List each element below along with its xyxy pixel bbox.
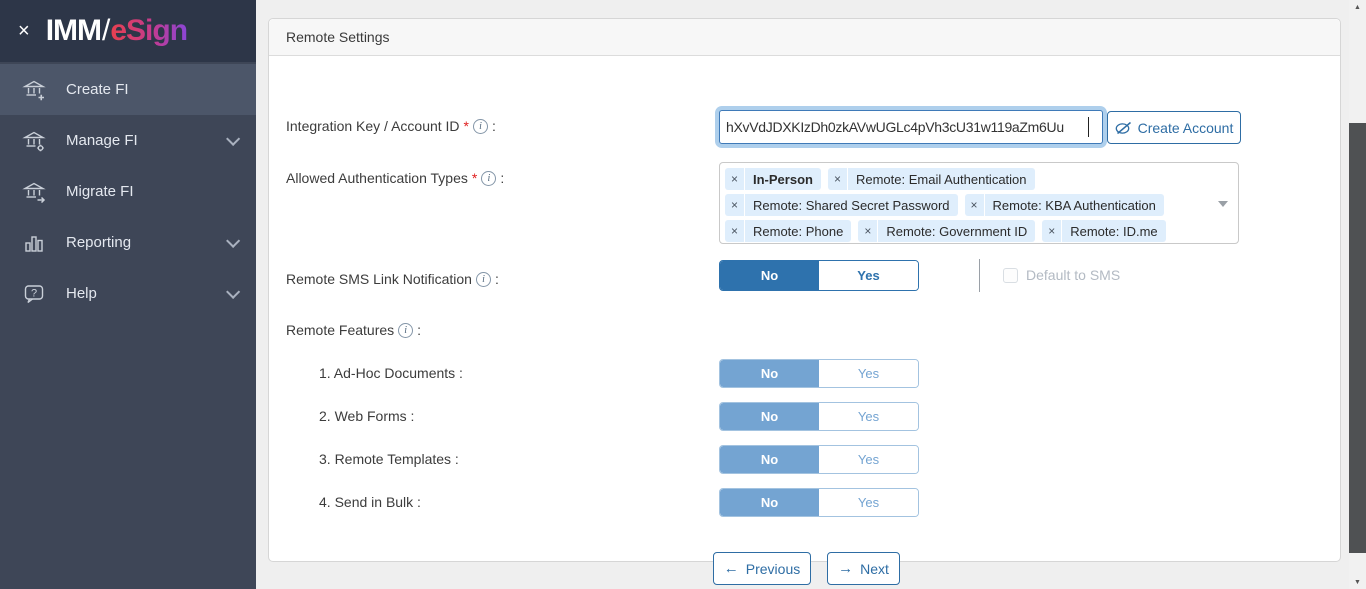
vertical-divider bbox=[979, 259, 980, 292]
remote-features-label: Remote Features i : bbox=[286, 322, 422, 338]
sidebar-item-label: Migrate FI bbox=[66, 183, 134, 200]
sidebar-item-help[interactable] bbox=[0, 268, 256, 319]
default-to-sms-checkbox bbox=[1003, 268, 1018, 283]
toggle-yes-button: Yes bbox=[819, 403, 918, 430]
toggle-yes-button: Yes bbox=[819, 360, 918, 387]
toggle-no-button: No bbox=[720, 446, 819, 473]
app-logo: IMM/eSign bbox=[45, 14, 188, 47]
feature-bulk-label: 4. Send in Bulk : bbox=[319, 494, 421, 510]
feature-webforms-label: 2. Web Forms : bbox=[319, 408, 415, 424]
bar-chart-icon bbox=[22, 231, 48, 255]
feature-webforms-toggle bbox=[719, 402, 919, 431]
sidebar-item-label: Create FI bbox=[66, 81, 129, 98]
toggle-yes-button: Yes bbox=[819, 489, 918, 516]
integration-key-wrap bbox=[719, 110, 1103, 144]
feature-bulk-toggle bbox=[719, 488, 919, 517]
vertical-scrollbar bbox=[1349, 0, 1366, 589]
sidebar-item-label: Reporting bbox=[66, 234, 132, 251]
integration-key-input[interactable] bbox=[719, 110, 1103, 144]
toggle-no-button: No bbox=[720, 489, 819, 516]
remove-tag-icon[interactable]: × bbox=[828, 168, 848, 190]
tag-remote-email: × Remote: Email Authentication bbox=[828, 168, 1035, 190]
tag-remote-idme: × Remote: ID.me bbox=[1042, 220, 1165, 242]
card-body bbox=[269, 56, 1340, 577]
chevron-down-icon bbox=[226, 233, 240, 247]
integration-key-label: Integration Key / Account ID * i : bbox=[286, 118, 496, 134]
sidebar-header bbox=[0, 0, 256, 62]
auth-types-label: Allowed Authentication Types * i : bbox=[286, 170, 505, 186]
feature-templates-toggle bbox=[719, 445, 919, 474]
text-caret bbox=[1088, 117, 1089, 137]
page-title: Remote Settings bbox=[286, 29, 390, 45]
card-header bbox=[269, 19, 1340, 56]
signature-icon bbox=[1115, 121, 1132, 135]
tag-in-person: × In-Person bbox=[725, 168, 821, 190]
sidebar-item-manage-fi[interactable] bbox=[0, 115, 256, 166]
tag-row bbox=[725, 168, 1214, 190]
sidebar-item-reporting[interactable] bbox=[0, 217, 256, 268]
close-sidebar-icon[interactable]: × bbox=[18, 20, 30, 42]
info-icon: i bbox=[473, 119, 488, 134]
info-icon: i bbox=[481, 171, 496, 186]
chevron-down-icon bbox=[226, 131, 240, 145]
tag-row bbox=[725, 220, 1214, 242]
scroll-up-icon[interactable]: ▲ bbox=[1354, 3, 1361, 11]
remove-tag-icon[interactable]: × bbox=[965, 194, 985, 216]
remove-tag-icon[interactable]: × bbox=[725, 168, 745, 190]
remove-tag-icon[interactable]: × bbox=[725, 220, 745, 242]
bank-arrow-icon bbox=[22, 180, 48, 204]
remove-tag-icon[interactable]: × bbox=[725, 194, 745, 216]
info-icon: i bbox=[398, 323, 413, 338]
left-arrow-icon: ← bbox=[723, 560, 739, 577]
remove-tag-icon[interactable]: × bbox=[1042, 220, 1062, 242]
create-account-button[interactable]: Create Account bbox=[1107, 111, 1241, 144]
help-icon bbox=[22, 282, 48, 306]
sidebar bbox=[0, 0, 256, 589]
toggle-yes-button[interactable]: Yes bbox=[819, 261, 918, 290]
right-arrow-icon: → bbox=[838, 560, 854, 577]
tag-remote-phone: × Remote: Phone bbox=[725, 220, 851, 242]
remove-tag-icon[interactable]: × bbox=[858, 220, 878, 242]
next-button[interactable]: → Next bbox=[827, 552, 900, 585]
remote-settings-card bbox=[268, 18, 1341, 577]
chevron-down-icon bbox=[226, 284, 240, 298]
svg-text:?: ? bbox=[30, 287, 38, 299]
bank-plus-icon bbox=[22, 78, 48, 102]
tag-remote-government-id: × Remote: Government ID bbox=[858, 220, 1035, 242]
feature-templates-label: 3. Remote Templates : bbox=[319, 451, 459, 467]
previous-button[interactable]: ← Previous bbox=[713, 552, 811, 585]
required-mark: * bbox=[471, 170, 478, 186]
sidebar-menu bbox=[0, 62, 256, 319]
toggle-yes-button: Yes bbox=[819, 446, 918, 473]
sms-notification-label: Remote SMS Link Notification i : bbox=[286, 271, 499, 287]
scroll-down-icon[interactable]: ▼ bbox=[1354, 578, 1361, 586]
tag-remote-kba: × Remote: KBA Authentication bbox=[965, 194, 1164, 216]
sidebar-item-label: Help bbox=[66, 285, 97, 302]
sidebar-item-label: Manage FI bbox=[66, 132, 138, 149]
scrollbar-thumb[interactable] bbox=[1349, 123, 1366, 553]
sms-notification-toggle bbox=[719, 260, 919, 291]
tag-row bbox=[725, 194, 1214, 216]
toggle-no-button[interactable]: No bbox=[720, 261, 819, 290]
toggle-no-button: No bbox=[720, 403, 819, 430]
auth-types-multiselect[interactable] bbox=[719, 162, 1239, 244]
main-content bbox=[256, 0, 1366, 589]
dropdown-caret-icon[interactable] bbox=[1218, 201, 1228, 207]
sidebar-item-create-fi[interactable] bbox=[0, 64, 256, 115]
tag-remote-shared-secret: × Remote: Shared Secret Password bbox=[725, 194, 958, 216]
toggle-no-button: No bbox=[720, 360, 819, 387]
feature-adhoc-label: 1. Ad-Hoc Documents : bbox=[319, 365, 463, 381]
default-to-sms-label: Default to SMS bbox=[1026, 267, 1121, 283]
info-icon: i bbox=[476, 272, 491, 287]
feature-adhoc-toggle bbox=[719, 359, 919, 388]
sidebar-item-migrate-fi[interactable] bbox=[0, 166, 256, 217]
required-mark: * bbox=[463, 118, 469, 134]
bank-gear-icon bbox=[22, 129, 48, 153]
